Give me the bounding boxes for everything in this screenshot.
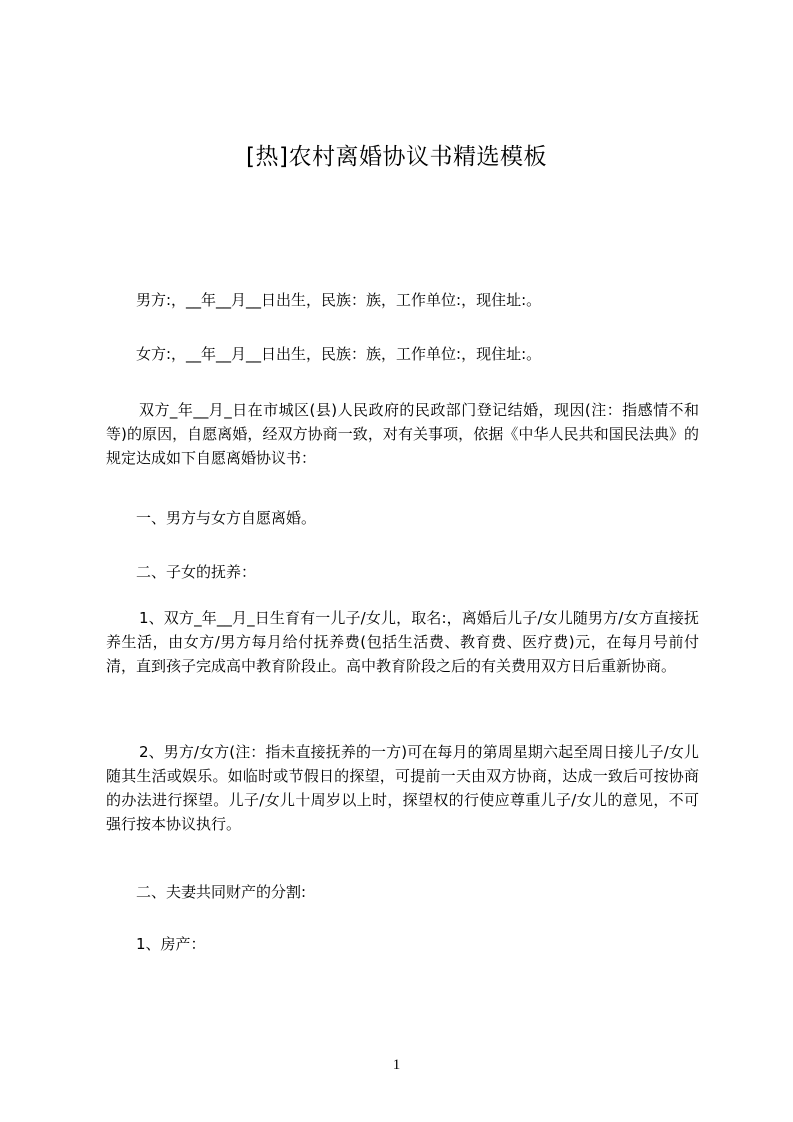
- paragraph-item-2-1: 1、双方_年__月_日生育有一儿子/女儿，取名:，离婚后儿子/女儿随男方/女方直接抚养生活，由女方/男方每月给付抚养费(包括生活费、教育费、医疗费)元，在每月号前付清，直到孩子完成高中教育阶段止。高中教育阶段之后的有关费用双方日后重新协商。: [106, 609, 699, 675]
- heading-item-3-1: 1、房产：: [136, 935, 206, 953]
- heading-section-3: 二、夫妻共同财产的分割:: [136, 883, 307, 901]
- heading-section-2: 二、子女的抚养：: [136, 563, 257, 581]
- page-number: 1: [392, 1057, 401, 1073]
- document-title: [热]农村离婚协议书精选模板: [246, 144, 547, 170]
- paragraph-woman-info: 女方:，__年__月__日出生，民族：族，工作单位:，现住址:。: [136, 345, 542, 363]
- paragraph-intro: 双方_年__月_日在市城区(县)人民政府的民政部门登记结婚，现因(注：指感情不和等)的原因，自愿离婚，经双方协商一致，对有关事项，依据《中华人民共和国民法典》的规定达成如下自愿离婚协议书：: [106, 401, 699, 467]
- heading-section-1: 一、男方与女方自愿离婚。: [136, 509, 317, 527]
- paragraph-man-info: 男方:，__年__月__日出生，民族：族，工作单位:，现住址:。: [136, 291, 542, 309]
- paragraph-item-2-2: 2、男方/女方(注：指未直接抚养的一方)可在每月的第周星期六起至周日接儿子/女儿随其生活或娱乐。如临时或节假日的探望，可提前一天由双方协商，达成一致后可按协商的办法进行探望。儿子/女儿十周岁以上时，探望权的行使应尊重儿子/女儿的意见，不可强行按本协议执行。: [106, 743, 699, 833]
